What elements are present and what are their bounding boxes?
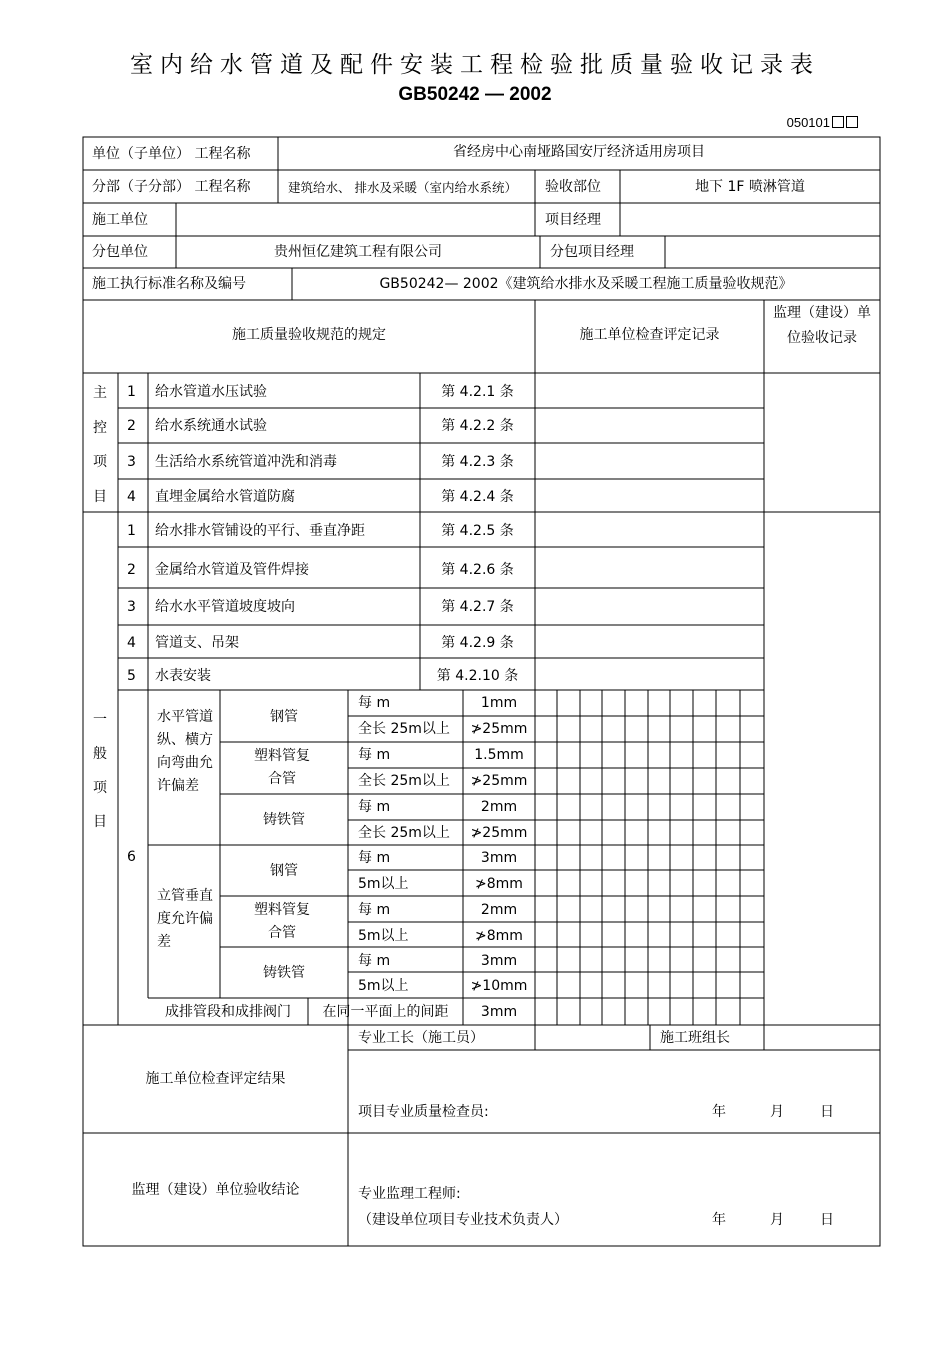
tolerance: 3mm <box>480 953 518 969</box>
main-label-char: 控 <box>93 420 107 436</box>
tolerance: ≯8mm <box>475 928 523 944</box>
tolerance: 1mm <box>480 695 518 711</box>
main-label-char: 目 <box>93 489 107 505</box>
material-label: 铸铁管 <box>263 965 305 981</box>
date-year: 年 <box>712 1104 726 1120</box>
tolerance: ≯25mm <box>470 825 528 841</box>
project-manager-label: 项目经理 <box>545 212 601 228</box>
condition: 全长 25m以上 <box>358 825 450 841</box>
item6-no: 6 <box>127 849 136 865</box>
column-spec: 施工质量验收规范的规定 <box>232 327 386 343</box>
material-label: 塑料管复合管 <box>254 748 310 787</box>
condition: 全长 25m以上 <box>358 773 450 789</box>
material-label: 铸铁管 <box>263 812 305 828</box>
general-item-name: 给水水平管道坡度坡向 <box>155 599 295 615</box>
column-record: 施工单位检查评定记录 <box>579 327 720 343</box>
row-pipes-valves-condition: 在同一平面上的间距 <box>322 1004 449 1020</box>
date-day: 日 <box>820 1212 834 1228</box>
material-label: 钢管 <box>270 709 298 725</box>
date-year: 年 <box>712 1212 726 1228</box>
unit-value: 省经房中心南垭路国安厅经济适用房项目 <box>453 144 705 160</box>
main-item-clause: 第 4.2.2 条 <box>441 418 514 434</box>
row-pipes-valves-tolerance: 3mm <box>480 1004 518 1020</box>
tolerance: 2mm <box>480 902 518 918</box>
general-item-clause: 第 4.2.7 条 <box>441 599 514 615</box>
supervision-conclusion-label: 监理（建设）单位验收结论 <box>131 1182 300 1198</box>
condition: 每 m <box>358 747 391 763</box>
condition: 5m以上 <box>358 978 409 994</box>
general-item-clause: 第 4.2.6 条 <box>441 562 514 578</box>
subcontractor-label: 分包单位 <box>92 244 148 260</box>
main-item-no: 1 <box>127 384 136 400</box>
general-label-char: 般 <box>93 746 107 762</box>
standard-code: GB50242 — 2002 <box>398 84 552 105</box>
general-item-no: 2 <box>127 562 136 578</box>
subcontractor-value: 贵州恒亿建筑工程有限公司 <box>274 244 442 260</box>
main-item-name: 直埋金属给水管道防腐 <box>155 489 295 505</box>
sub-pm-label: 分包项目经理 <box>550 244 634 260</box>
tolerance: ≯8mm <box>475 876 523 892</box>
general-item-no: 5 <box>127 668 136 684</box>
main-label-char: 主 <box>93 385 107 401</box>
subdivision-label: 分部（子分部） 工程名称 <box>92 179 251 195</box>
owner-tech-label: （建设单位项目专业技术负责人） <box>358 1212 568 1228</box>
general-item-no: 1 <box>127 523 136 539</box>
unit-label: 单位（子单位） 工程名称 <box>92 146 251 162</box>
vertical-deviation-label: 立管垂直度允许偏差 <box>157 888 213 950</box>
standard-label: 施工执行标准名称及编号 <box>92 276 246 292</box>
main-item-clause: 第 4.2.3 条 <box>441 454 514 470</box>
accept-part-value: 地下 1F 喷淋管道 <box>695 179 805 195</box>
date-month: 月 <box>770 1212 784 1228</box>
main-item-name: 生活给水系统管道冲洗和消毒 <box>155 454 337 470</box>
general-item-no: 4 <box>127 635 136 651</box>
tolerance: 1.5mm <box>474 747 524 763</box>
tolerance: 2mm <box>480 799 518 815</box>
main-item-clause: 第 4.2.4 条 <box>441 489 514 505</box>
constructor-result-label: 施工单位检查评定结果 <box>145 1071 286 1087</box>
general-label-char: 目 <box>93 814 107 830</box>
team-leader-label: 施工班组长 <box>660 1030 730 1046</box>
general-item-clause: 第 4.2.10 条 <box>436 668 519 684</box>
general-item-no: 3 <box>127 599 136 615</box>
material-label: 塑料管复合管 <box>254 902 310 941</box>
general-item-name: 管道支、吊架 <box>155 635 239 651</box>
condition: 5m以上 <box>358 876 409 892</box>
doc-code: 050101 <box>786 115 830 130</box>
inspector-label: 项目专业质量检查员: <box>358 1104 489 1120</box>
condition: 5m以上 <box>358 928 409 944</box>
accept-part-label: 验收部位 <box>545 179 601 195</box>
date-month: 月 <box>770 1104 784 1120</box>
standard-value: GB50242— 2002《建筑给水排水及采暖工程施工质量验收规范》 <box>379 276 793 292</box>
main-item-no: 2 <box>127 418 136 434</box>
material-label: 钢管 <box>270 863 298 879</box>
general-item-clause: 第 4.2.5 条 <box>441 523 514 539</box>
main-item-no: 4 <box>127 489 136 505</box>
general-item-name: 金属给水管道及管件焊接 <box>155 562 309 578</box>
horizontal-deviation-label: 水平管道纵、横方向弯曲允许偏差 <box>157 709 213 794</box>
tolerance: 3mm <box>480 850 518 866</box>
condition: 每 m <box>358 902 391 918</box>
tolerance: ≯10mm <box>470 978 528 994</box>
foreman-label: 专业工长（施工员） <box>358 1030 484 1046</box>
row-pipes-valves: 成排管段和成排阀门 <box>165 1004 291 1020</box>
general-item-name: 给水排水管铺设的平行、垂直净距 <box>155 523 365 539</box>
condition: 每 m <box>358 799 391 815</box>
tolerance: ≯25mm <box>470 773 528 789</box>
general-label-char: 一 <box>93 712 107 728</box>
page-title: 室内给水管道及配件安装工程检验批质量验收记录表 <box>130 52 820 78</box>
tolerance: ≯25mm <box>470 721 528 737</box>
main-item-no: 3 <box>127 454 136 470</box>
main-item-clause: 第 4.2.1 条 <box>441 384 514 400</box>
subdivision-value: 建筑给水、 排水及采暖（室内给水系统） <box>288 180 517 195</box>
engineer-label: 专业监理工程师: <box>358 1186 461 1202</box>
main-item-name: 给水系统通水试验 <box>155 418 267 434</box>
condition: 全长 25m以上 <box>358 721 450 737</box>
general-label-char: 项 <box>93 780 107 796</box>
general-item-clause: 第 4.2.9 条 <box>441 635 514 651</box>
condition: 每 m <box>358 953 391 969</box>
column-supervision: 监理（建设）单位验收记录 <box>773 305 871 346</box>
condition: 每 m <box>358 850 391 866</box>
main-label-char: 项 <box>93 454 107 470</box>
general-item-name: 水表安装 <box>155 668 211 684</box>
constructor-label: 施工单位 <box>92 212 148 228</box>
main-item-name: 给水管道水压试验 <box>155 384 267 400</box>
condition: 每 m <box>358 695 391 711</box>
date-day: 日 <box>820 1104 834 1120</box>
